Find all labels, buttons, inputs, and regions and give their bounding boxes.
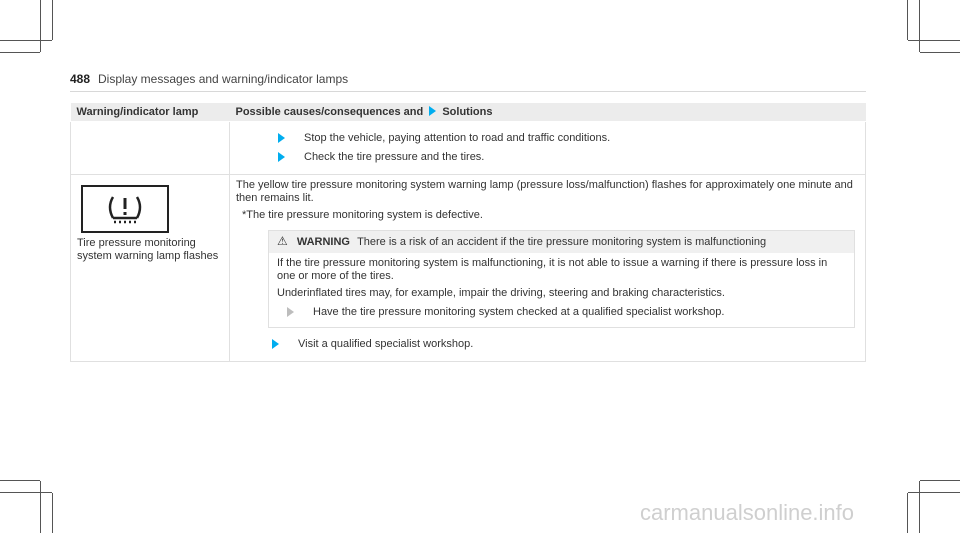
table-row <box>71 122 866 175</box>
warning-body <box>269 253 854 327</box>
solution-step <box>278 132 859 145</box>
column-header-causes-text: Possible causes/consequences and <box>235 106 424 118</box>
warning-text: If the tire pressure monitoring system is malfunctioning, it is not able to issue a warning if there is pressure loss in one or more of the tires. <box>277 257 828 282</box>
crop-mark <box>907 493 908 533</box>
causes-cell <box>230 122 866 175</box>
crop-mark <box>908 492 960 493</box>
solution-arrow-icon <box>429 106 436 116</box>
crop-mark <box>40 0 41 52</box>
warning-step <box>287 306 846 319</box>
lamp-cell <box>71 175 230 362</box>
column-header-solutions-text: Solutions <box>442 106 493 118</box>
solution-step <box>278 151 859 164</box>
header-divider <box>70 91 866 92</box>
crop-mark <box>920 52 960 53</box>
warning-lamp-table <box>70 103 866 362</box>
crop-mark <box>907 0 908 40</box>
step-text: Have the tire pressure monitoring system checked at a qualified specialist workshop. <box>313 306 725 318</box>
watermark: carmanualsonline.info <box>640 500 855 525</box>
crop-mark <box>52 493 53 533</box>
crop-mark <box>52 0 53 40</box>
warning-triangle-icon: ⚠ <box>277 234 288 248</box>
step-arrow-icon <box>278 133 285 143</box>
warning-text: Underinflated tires may, for example, impair the driving, steering and braking characteristics. <box>277 287 725 299</box>
lamp-note: *The tire pressure monitoring system is defective. <box>242 209 483 221</box>
tire-pressure-warning-icon-svg <box>83 187 167 231</box>
warning-box <box>268 230 855 328</box>
step-text: Stop the vehicle, paying attention to road and traffic conditions. <box>304 132 611 144</box>
lamp-description: The yellow tire pressure monitoring system warning lamp (pressure loss/malfunction) flashes for approximately one minute and then remains lit. <box>236 179 853 204</box>
page-title: Display messages and warning/indicator lamps <box>98 72 349 86</box>
warning-title: There is a risk of an accident if the tire pressure monitoring system is malfunctioning <box>357 236 767 248</box>
step-text: Check the tire pressure and the tires. <box>304 151 485 163</box>
step-arrow-icon <box>278 152 285 162</box>
warning-header <box>269 231 854 253</box>
lamp-label: Tire pressure monitoring system warning lamp flashes <box>77 237 219 262</box>
lamp-cell-empty <box>71 122 230 175</box>
step-arrow-icon <box>272 339 279 349</box>
causes-cell <box>230 175 866 362</box>
step-text: Visit a qualified specialist workshop. <box>298 338 474 350</box>
warning-label: WARNING <box>296 236 350 248</box>
column-header-lamp: Warning/indicator lamp <box>71 103 230 122</box>
crop-mark <box>908 40 960 41</box>
solution-step <box>272 338 859 351</box>
crop-mark <box>919 481 920 533</box>
crop-mark <box>0 52 40 53</box>
table-header-row <box>71 103 866 122</box>
crop-mark <box>0 40 52 41</box>
tire-pressure-warning-icon <box>81 185 169 233</box>
step-arrow-icon <box>287 307 294 317</box>
crop-mark <box>40 481 41 533</box>
crop-mark <box>0 480 40 481</box>
column-header-causes <box>230 103 866 122</box>
crop-mark <box>919 0 920 52</box>
crop-mark <box>0 492 52 493</box>
crop-mark <box>920 480 960 481</box>
page-number: 488 <box>70 72 91 86</box>
table-row <box>71 175 866 362</box>
